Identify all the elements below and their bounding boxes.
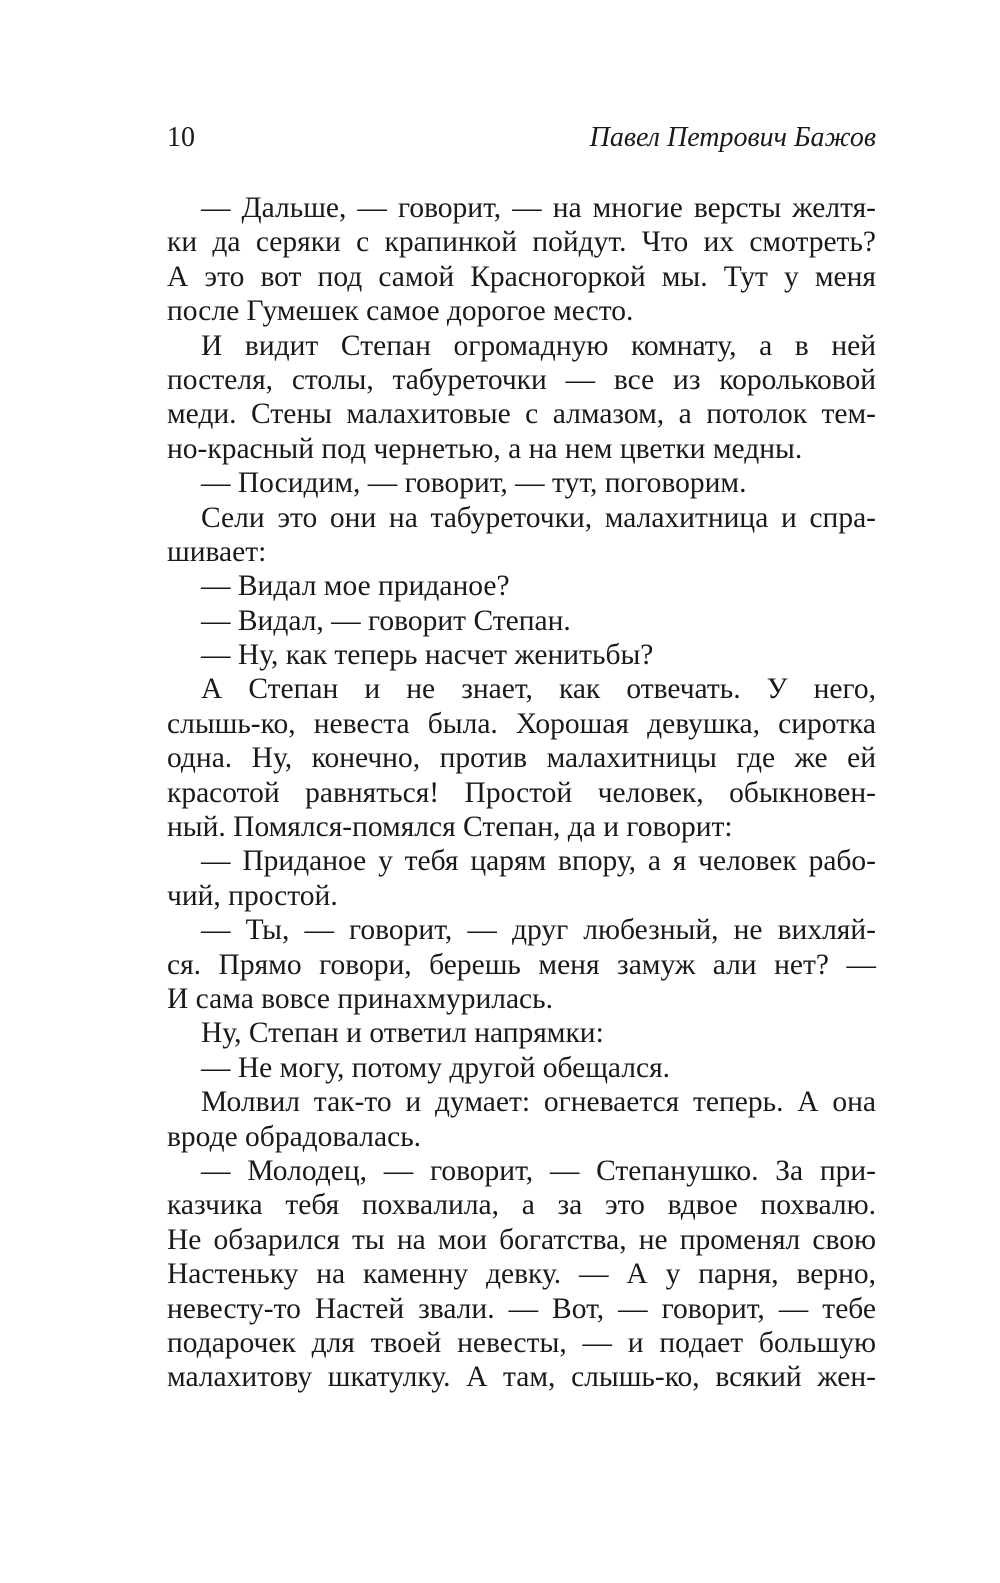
text-line: красотой равняться! Простой человек, обыкновен- [167,776,876,809]
text-line: Не обзарился ты на мои богатства, не променял свою [167,1223,876,1256]
text-line: невесту-то Настей звали. — Вот, — говорит, — тебе [167,1292,876,1325]
book-author: Павел Петрович Бажов [589,122,876,153]
text-line: одна. Ну, конечно, против малахитницы где же ей [167,742,876,775]
text-line: — Дальше, — говорит, — на многие версты желтя- [201,192,876,224]
page-number: 10 [167,122,195,153]
text-line: А Степан и не знает, как отвечать. У него, [201,673,876,706]
text-line: шивает: [167,535,267,568]
text-line: слышь-ко, невеста была. Хорошая девушка, сиротка [167,707,876,740]
text-line: после Гумешек самое дорогое место. [167,295,634,328]
text-line: Молвил так-то и думает: огневается теперь. А она [201,1086,876,1119]
text-line: А это вот под самой Красногоркой мы. Тут у меня [167,260,876,293]
text-line: — Посидим, — говорит, — тут, поговорим. [201,467,747,500]
text-line: меди. Стены малахитовые с алмазом, а потолок тем- [167,398,876,431]
text-line: малахитову шкатулку. А там, слышь-ко, всякий жен- [167,1361,876,1394]
text-line: ки да серяки с крапинкой пойдут. Что их смотреть? [167,226,876,259]
text-line: — Приданое у тебя царям впору, а я человек рабо- [201,845,876,878]
text-line: вроде обрадовалась. [167,1120,422,1153]
text-line: — Молодец, — говорит, — Степанушко. За при- [201,1154,876,1187]
text-body [167,191,876,1395]
text-line: — Ну, как теперь насчет женитьбы? [201,639,654,672]
text-line: — Не могу, потому другой обещался. [201,1051,671,1084]
text-line: И сама вовсе принахмурилась. [167,982,553,1015]
text-line: Настеньку на каменну девку. — А у парня, верно, [167,1258,876,1291]
text-line: Ну, Степан и ответил напрямки: [201,1017,604,1050]
text-line: постеля, столы, табуреточки — все из корольковой [167,363,876,396]
text-line: чий, простой. [167,879,338,912]
text-line: ся. Прямо говори, берешь меня замуж али нет? — [167,948,876,981]
running-head [167,118,876,158]
text-line: И видит Степан огромадную комнату, а в ней [201,329,876,362]
text-line: подарочек для твоей невесты, — и подает большую [167,1326,876,1359]
text-line: — Ты, — говорит, — друг любезный, не вихляй- [201,914,876,947]
text-line: ный. Помялся-помялся Степан, да и говорит: [167,811,733,844]
text-line: — Видал, — говорит Степан. [201,604,571,637]
text-line: но-красный под чернетью, а на нем цветки медны. [167,432,803,465]
text-line: — Видал мое приданое? [201,570,510,603]
text-line: казчика тебя похвалила, а за это вдвое похвалю. [167,1189,876,1222]
text-line: Сели это они на табуреточки, малахитница и спра- [201,501,876,534]
